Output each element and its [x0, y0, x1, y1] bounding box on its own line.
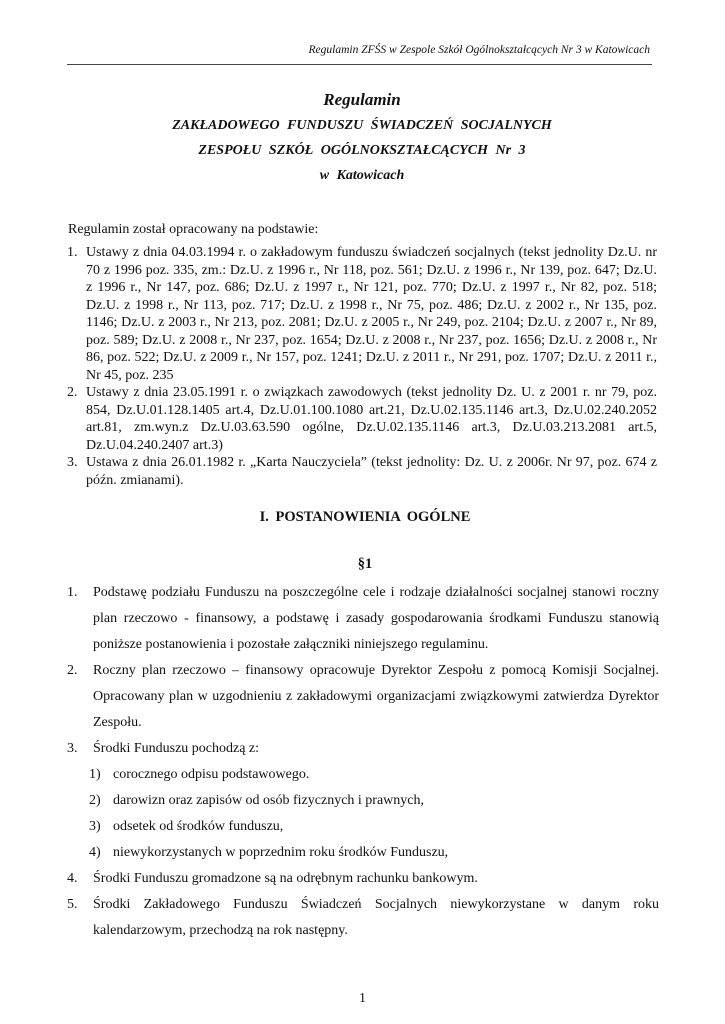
item-number: 5. [67, 897, 78, 912]
item-text: Ustawy z dnia 23.05.1991 r. o związkach zawodowych (tekst jednolity Dz. U. z 2001 r. nr 79, poz. 854, Dz.U.01.128.1405 art.4, Dz.U.01.100.1080 art.21, Dz.U.02.135.1146 art.3, Dz.U.02.240.2052 art.81, zm.wyn.z Dz.U.03.63.590 ogólne, Dz.U.02.135.1146 art.3, Dz.U.03.213.2081 art.5, Dz.U.04.240.2407 art.3) [86, 385, 657, 453]
page-number: 1 [359, 991, 366, 1006]
item-text: Podstawę podziału Funduszu na poszczególne cele i rodzaje działalności socjalnej stanowi roczny plan rzeczowo - finansowy, a podstawę i zasady gospodarowania środkami Funduszu stanowią poniższe postanowienia i pozostałe załączniki niniejszego regulaminu. [93, 585, 659, 652]
item-number: 4) [89, 845, 101, 860]
item-text: odsetek od środków funduszu, [113, 819, 284, 834]
item-number: 1. [67, 585, 78, 600]
intro-text: Regulamin został opracowany na podstawie: [68, 222, 319, 237]
rules-list [67, 580, 659, 944]
sub-list-item [67, 788, 659, 814]
document-title [67, 90, 657, 193]
item-number: 4. [67, 871, 78, 886]
list-item [67, 244, 657, 384]
sub-list-item [67, 814, 659, 840]
list-item [67, 866, 659, 892]
section-heading: I. POSTANOWIENIA OGÓLNE [259, 509, 471, 525]
sub-list-item [67, 840, 659, 866]
item-number: 2. [67, 663, 78, 678]
item-text: Środki Funduszu gromadzone są na odrębnym rachunku bankowym. [93, 871, 478, 886]
list-item [67, 736, 659, 762]
title-main: Regulamin [323, 90, 401, 109]
sub-list-item [67, 762, 659, 788]
header-divider [67, 64, 652, 65]
list-item [67, 454, 657, 489]
paragraph-heading: §1 [357, 556, 373, 572]
item-number: 3. [67, 741, 78, 756]
title-line-2: ZESPOŁU SZKÓŁ OGÓLNOKSZTAŁCĄCYCH Nr 3 [198, 143, 526, 158]
list-item [67, 892, 659, 944]
item-number: 2) [89, 793, 101, 808]
list-item [67, 658, 659, 736]
title-line-1: ZAKŁADOWEGO FUNDUSZU ŚWIADCZEŃ SOCJALNYCH [172, 118, 552, 133]
item-text: darowizn oraz zapisów od osób fizycznych i prawnych, [113, 793, 425, 808]
item-text: Ustawa z dnia 26.01.1982 r. „Karta Nauczyciela” (tekst jednolity: Dz. U. z 2006r. Nr 97, poz. 674 z późn. zmianami). [86, 455, 657, 488]
item-text: Środki Zakładowego Funduszu Świadczeń Socjalnych niewykorzystane w danym roku kalendarzowym, przechodzą na rok następny. [93, 897, 659, 938]
item-text: niewykorzystanych w poprzednim roku środków Funduszu, [113, 845, 449, 860]
item-number: 3) [89, 819, 101, 834]
title-line-3: w Katowicach [319, 168, 405, 183]
list-item [67, 384, 657, 454]
legal-basis-list [67, 244, 657, 489]
item-text: Ustawy z dnia 04.03.1994 r. o zakładowym funduszu świadczeń socjalnych (tekst jednolity Dz.U. nr 70 z 1996 poz. 335, zm.: Dz.U. z 1996 r., Nr 118, poz. 561; Dz.U. z 1996 r., Nr 139, poz. 647; Dz.U. z 1996 r., Nr 147, poz. 686; Dz.U. z 1997 r., Nr 121, poz. 770; Dz.U. z 1997 r., Nr 82, poz. 518; Dz.U. z 1998 r., Nr 113, poz. 717; Dz.U. z 1998 r., Nr 75, poz. 486; Dz.U. z 2002 r., Nr 135, poz. 1146; Dz.U. z 2003 r., Nr 213, poz. 2081; Dz.U. z 2005 r., Nr 249, poz. 2104; Dz.U. z 2007 r., Nr 89, poz. 589; Dz.U. z 2008 r., Nr 237, poz. 1654; Dz.U. z 2008 r., Nr 237, poz. 1656; Dz.U. z 2008 r., Nr 86, poz. 522; Dz.U. z 2009 r., Nr 157, poz. 1241; Dz.U. z 2011 r., Nr 291, poz. 1707; Dz.U. z 2011 r., Nr 45, poz. 235 [86, 245, 657, 383]
item-number: 1. [67, 245, 78, 260]
item-text: Roczny plan rzeczowo – finansowy opracowuje Dyrektor Zespołu z pomocą Komisji Socjalnej. Opracowany plan w uzgodnieniu z zakładowymi organizacjami związkowymi zatwierdza Dyrektor Zespołu. [93, 663, 659, 730]
item-number: 1) [89, 767, 101, 782]
item-text: Środki Funduszu pochodzą z: [93, 741, 260, 756]
item-number: 2. [67, 385, 78, 400]
running-header: Regulamin ZFŚS w Zespole Szkół Ogólnokształcących Nr 3 w Katowicach [308, 44, 650, 56]
item-text: corocznego odpisu podstawowego. [113, 767, 310, 782]
item-number: 3. [67, 455, 78, 470]
list-item [67, 580, 659, 658]
